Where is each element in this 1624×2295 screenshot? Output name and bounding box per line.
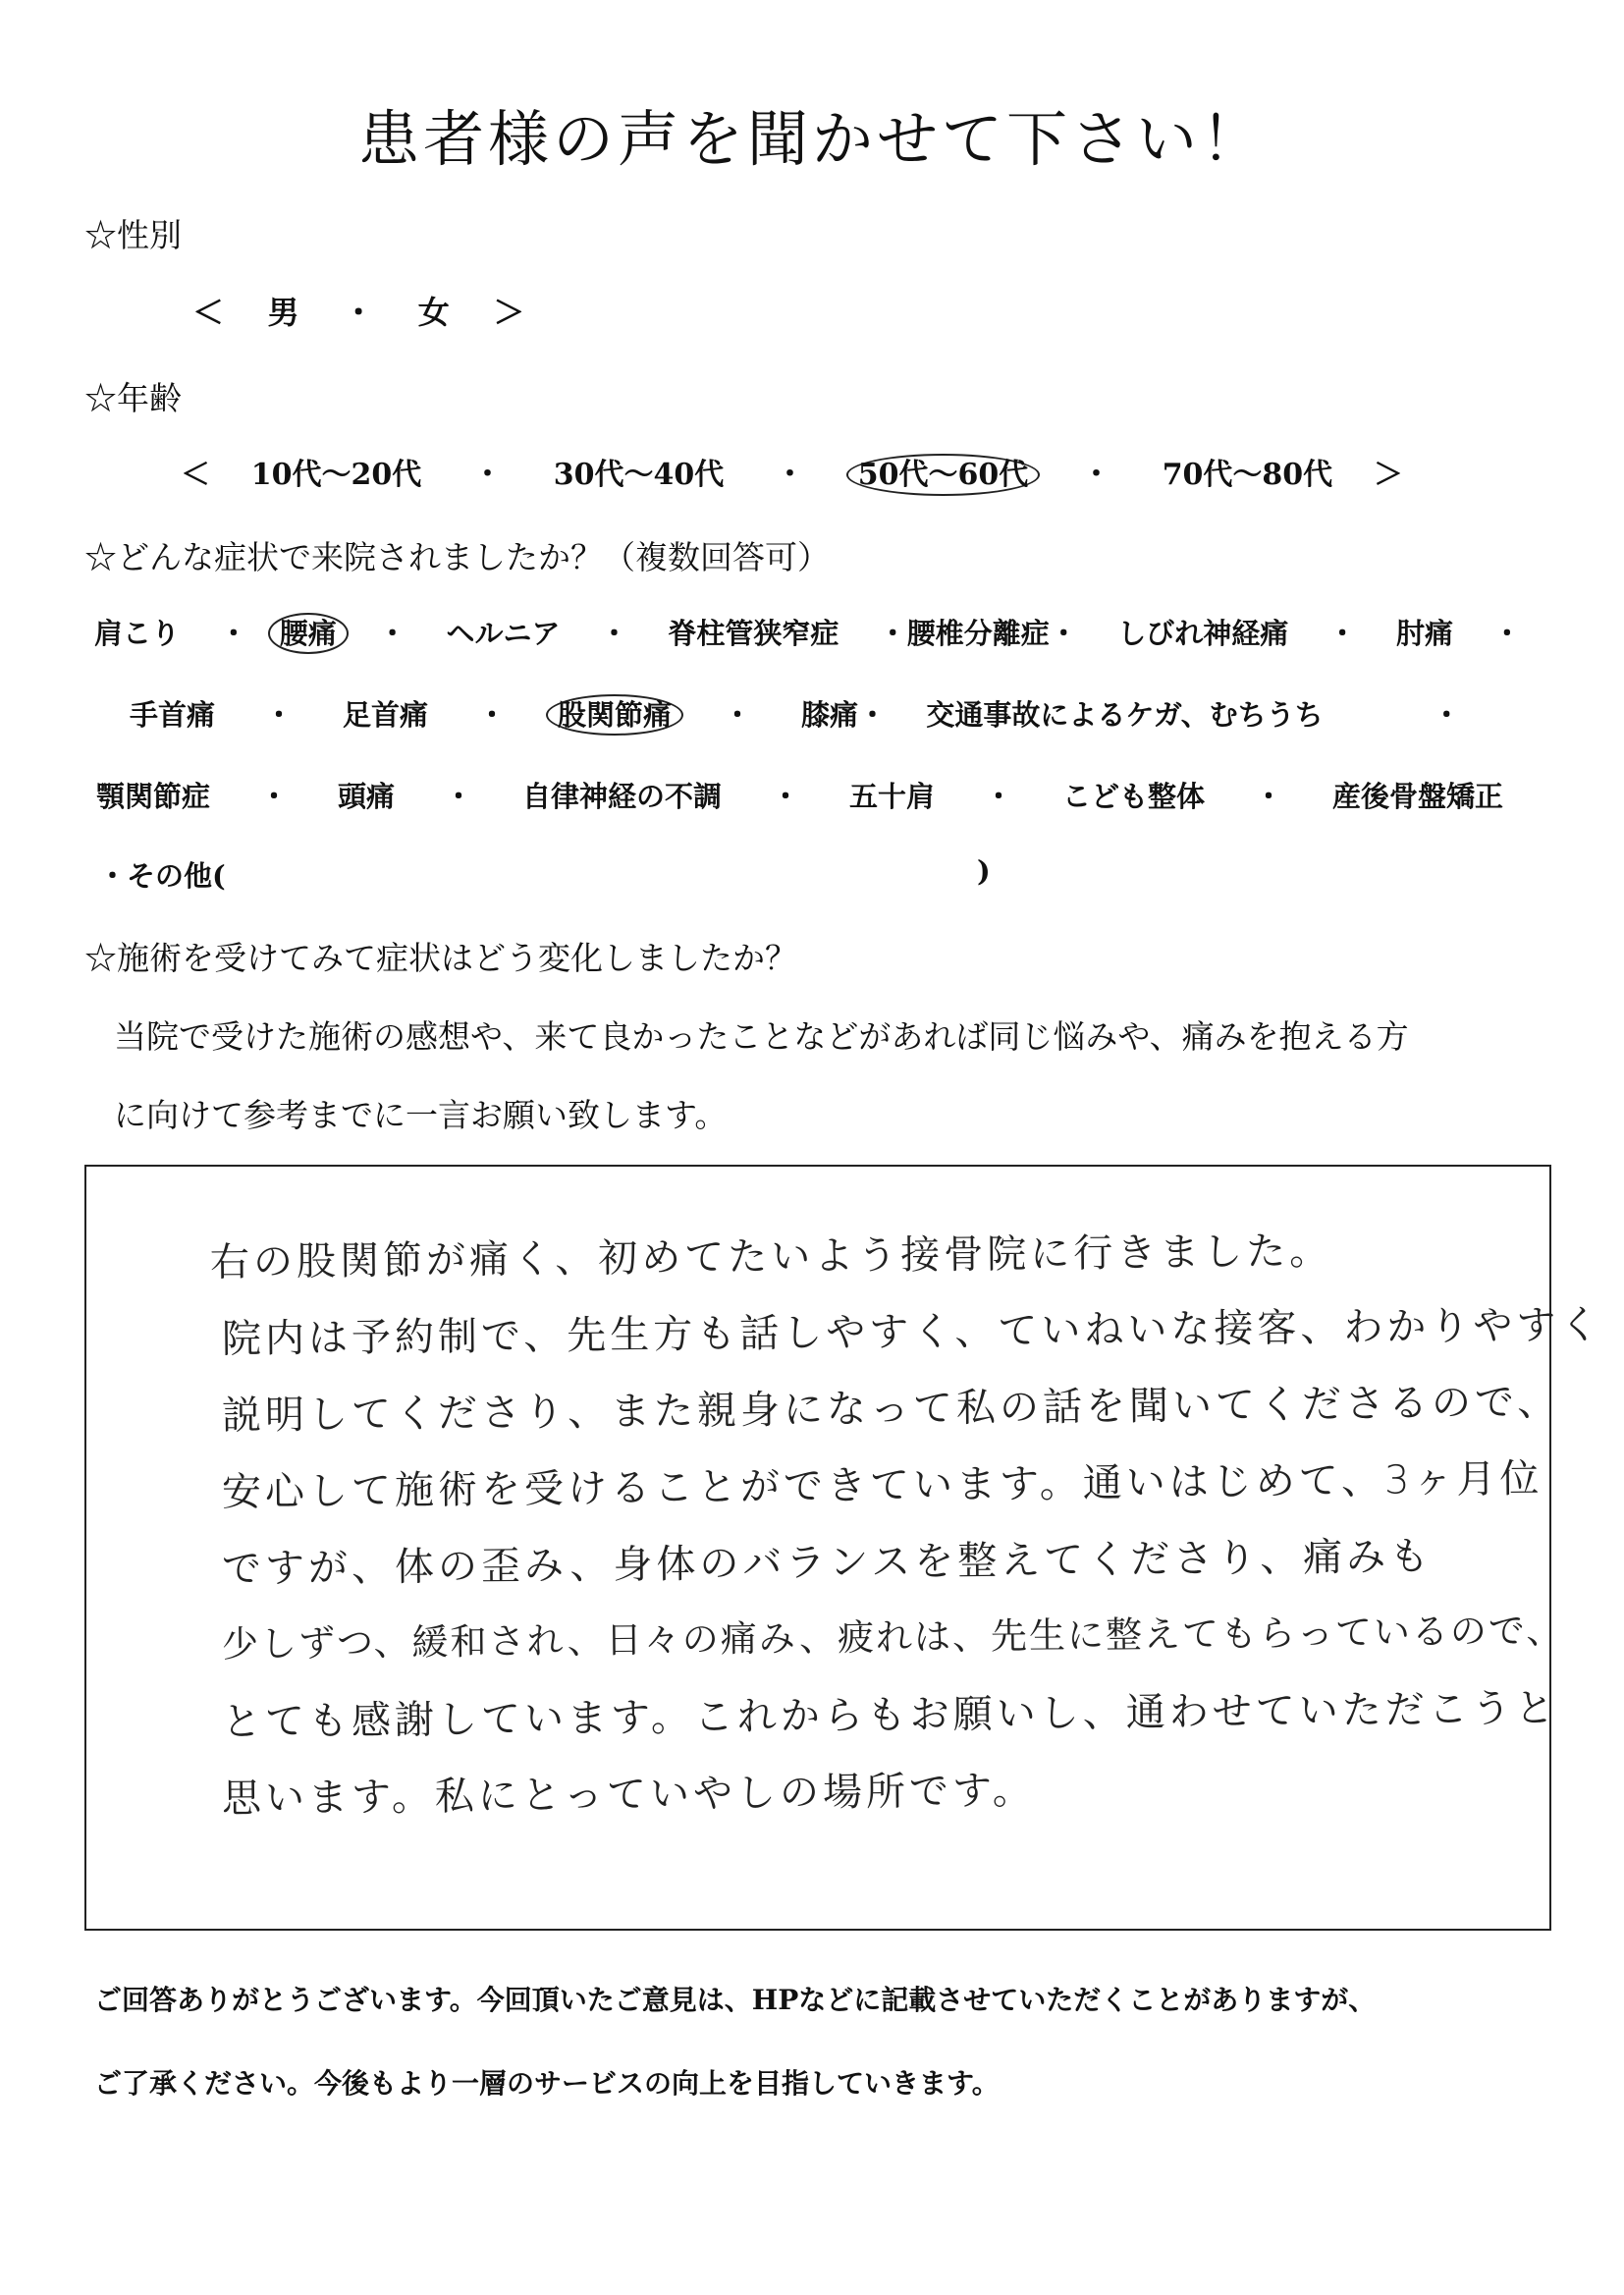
symptom-katakori[interactable]: 肩こり — [94, 617, 181, 650]
age-open: ＜ — [181, 458, 210, 492]
symptom-sep: ・ — [771, 780, 800, 813]
handwritten-line-8: 思います。私にとっていやしの場所です。 — [221, 1768, 1037, 1822]
age-options — [181, 450, 1403, 493]
symptom-sep: ・ — [878, 617, 907, 650]
symptom-hiza[interactable]: 膝痛 — [801, 698, 859, 732]
age-label: ☆年齢 — [84, 379, 182, 417]
symptom-hijitsuu[interactable]: 肘痛 — [1396, 617, 1454, 650]
symptom-sep: ・ — [1049, 617, 1078, 650]
symptom-youtsuu-selected[interactable]: 腰痛 — [268, 613, 349, 654]
symptom-sep: ・ — [1492, 617, 1522, 650]
age-sep: ・ — [775, 458, 805, 492]
symptom-sep: ・ — [1432, 698, 1461, 732]
symptom-sekichukan[interactable]: 脊柱管狭窄症 — [668, 617, 839, 650]
change-intro-2: に向けて参考までに一言お願い致します。 — [114, 1096, 728, 1134]
gender-open: ＜ — [192, 294, 225, 331]
symptoms-row-3 — [96, 775, 1503, 815]
symptom-sep: ・ — [259, 780, 289, 813]
gender-sep: ・ — [343, 294, 375, 331]
age-option-3-selected[interactable]: 50代～60代 — [846, 454, 1041, 496]
gender-male[interactable]: 男 — [267, 294, 299, 331]
page-title: 患者様の声を聞かせて下さい！ — [357, 103, 1266, 175]
gender-close: ＞ — [493, 294, 525, 331]
symptom-ashikubi[interactable]: 足首痛 — [343, 698, 429, 732]
change-intro-1: 当院で受けた施術の感想や、来て良かったことなどがあれば同じ悩みや、痛みを抱える方 — [114, 1017, 1409, 1056]
handwritten-line-2: 院内は予約制で、先生方も話しやすく、ていねいな接客、わかりやすく — [221, 1302, 1603, 1362]
handwritten-line-5: ですが、体の歪み、身体のバランスを整えてくださり、痛みも — [221, 1534, 1434, 1592]
change-label: ☆施術を受けてみて症状はどう変化しましたか？ — [84, 939, 797, 977]
symptom-sep: ・ — [858, 698, 888, 732]
age-close: ＞ — [1373, 458, 1403, 492]
symptom-koutsuu[interactable]: 交通事故によるケガ、むちうち — [926, 698, 1324, 732]
symptom-gakukansetsu[interactable]: 顎関節症 — [96, 780, 211, 813]
symptom-sep: ・ — [1327, 617, 1357, 650]
gender-label: ☆性別 — [84, 216, 182, 254]
symptom-kokansetsu-selected[interactable]: 股関節痛 — [546, 694, 683, 736]
handwritten-line-1: 右の股関節が痛く、初めてたいよう接骨院に行きました。 — [209, 1229, 1333, 1285]
symptom-sep: ・ — [477, 698, 507, 732]
symptom-kodomo[interactable]: こども整体 — [1062, 780, 1206, 813]
age-option-1[interactable]: 10代～20代 — [250, 458, 422, 492]
symptom-hernia[interactable]: ヘルニア — [446, 617, 561, 650]
symptoms-row-1 — [94, 612, 1521, 652]
handwritten-line-4: 安心して施術を受けることができています。通いはじめて、3ヶ月位 — [221, 1455, 1543, 1515]
age-option-4[interactable]: 70代～80代 — [1162, 458, 1333, 492]
symptom-other-close: ) — [977, 854, 991, 888]
symptom-sep: ・ — [444, 780, 473, 813]
symptom-sep: ・ — [264, 698, 294, 732]
symptom-sango[interactable]: 産後骨盤矯正 — [1332, 780, 1504, 813]
symptoms-row-2 — [130, 693, 1461, 734]
handwritten-line-6: 少しずつ、緩和され、日々の痛み、疲れは、先生に整えてもらっているので、 — [221, 1609, 1565, 1666]
footer-line-1: ご回答ありがとうございます。今回頂いたご意見は、HPなどに記載させていただくことがありますが、 — [94, 1984, 1377, 2016]
symptom-other-open: ・その他( — [98, 859, 226, 893]
handwritten-line-3: 説明してくださり、また親身になって私の話を聞いてくださるので、 — [221, 1379, 1561, 1439]
age-option-2[interactable]: 30代～40代 — [553, 458, 725, 492]
symptom-youtsui-bunri[interactable]: 腰椎分離症 — [906, 617, 1050, 650]
age-sep: ・ — [1081, 458, 1111, 492]
symptom-sep: ・ — [219, 617, 248, 650]
symptom-sep: ・ — [723, 698, 752, 732]
symptom-sep: ・ — [599, 617, 628, 650]
symptoms-label: ☆どんな症状で来院されましたか？（複数回答可） — [84, 538, 830, 576]
symptom-zutsuu[interactable]: 頭痛 — [338, 780, 396, 813]
symptom-shibire[interactable]: しびれ神経痛 — [1117, 617, 1289, 650]
gender-female[interactable]: 女 — [417, 294, 450, 331]
age-sep: ・ — [472, 458, 503, 492]
gender-options — [192, 288, 524, 333]
symptom-sep: ・ — [378, 617, 407, 650]
symptom-sep: ・ — [1254, 780, 1283, 813]
symptom-gojuukata[interactable]: 五十肩 — [849, 780, 936, 813]
symptom-jiritsu[interactable]: 自律神経の不調 — [522, 780, 723, 813]
handwritten-line-7: とても感謝しています。これからもお願いし、通わせていただこうと — [221, 1685, 1559, 1745]
symptom-sep: ・ — [984, 780, 1013, 813]
symptom-tekubi[interactable]: 手首痛 — [130, 698, 216, 732]
footer-line-2: ご了承ください。今後もより一層のサービスの向上を目指していきます。 — [94, 2067, 1000, 2100]
